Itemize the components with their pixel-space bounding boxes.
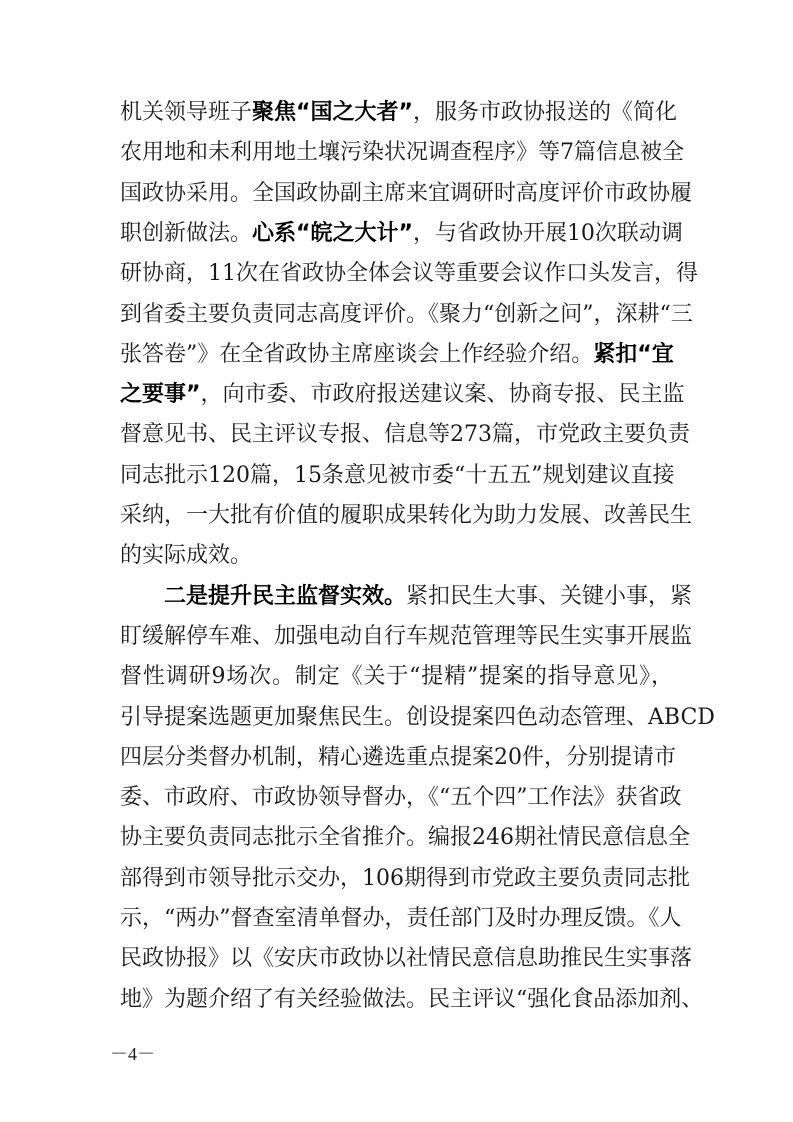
- text-line: [120, 380, 685, 410]
- text-line: [120, 662, 673, 692]
- text-line: [120, 219, 683, 249]
- text-segment: 地》为题介绍了有关经验做法。民主评议“强化食品添加剂、: [120, 987, 704, 1012]
- text-line: [120, 340, 673, 370]
- text-line: [120, 703, 715, 733]
- text-line: [164, 582, 693, 612]
- text-line: [120, 138, 684, 168]
- text-segment: 研协商，11次在省政协全体会议等重要会议作口头发言，得: [120, 261, 698, 286]
- text-line: [120, 823, 690, 853]
- text-line: [120, 985, 704, 1015]
- bold-text-segment: 之要事”: [120, 382, 201, 407]
- text-line: [120, 179, 693, 209]
- text-segment: 民政协报》以《安庆市政协以社情民意信息助推民生实事落: [120, 946, 693, 971]
- bold-text-segment: 二是提升民主监督实效。: [164, 584, 407, 609]
- text-line: [120, 420, 690, 450]
- text-segment: ，向市委、市政府报送建议案、协商专报、民主监: [200, 382, 685, 407]
- text-line: [120, 622, 693, 652]
- text-line: [120, 259, 698, 289]
- text-line: [120, 944, 693, 974]
- text-segment: 到省委主要负责同志高度评价。《聚力“创新之问”，深耕“三: [120, 302, 693, 327]
- page-number: －4－: [110, 1044, 155, 1064]
- text-line: [120, 864, 690, 894]
- text-segment: 采纳，一大批有价值的履职成果转化为助力发展、改善民生: [120, 503, 693, 528]
- bold-text-segment: 心系“皖之大计”: [252, 221, 413, 246]
- text-segment: 张答卷”》在全省政协主席座谈会上作经验介绍。: [120, 342, 594, 367]
- bold-text-segment: 聚焦“国之大者”: [252, 100, 413, 125]
- text-segment: 示，“两办”督查室清单督办，责任部门及时办理反馈。《人: [120, 906, 682, 931]
- text-segment: 紧扣民生大事、关键小事，紧: [406, 584, 693, 609]
- text-line: [120, 743, 676, 773]
- text-line: [120, 904, 682, 934]
- text-segment: 部得到市领导批示交办，106期得到市党政主要负责同志批: [120, 866, 690, 891]
- text-segment: 督意见书、民主评议专报、信息等273篇，市党政主要负责: [120, 422, 690, 447]
- text-segment: 协主要负责同志批示全省推介。编报246期社情民意信息全: [120, 825, 690, 850]
- text-segment: 督性调研9场次。制定《关于“提精”提案的指导意见》，: [120, 664, 673, 689]
- text-line: [120, 98, 677, 128]
- text-line: [120, 783, 682, 813]
- text-segment: 委、市政府、市政协领导督办，《“五个四”工作法》获省政: [120, 785, 682, 810]
- text-line: [120, 501, 693, 531]
- text-segment: 四层分类督办机制，精心遴选重点提案20件，分别提请市: [120, 745, 676, 770]
- text-segment: 农用地和未利用地土壤污染状况调查程序》等7篇信息被全: [120, 140, 684, 165]
- text-segment: 职创新做法。: [120, 221, 253, 246]
- text-segment: 同志批示120篇，15条意见被市委“十五五”规划建议直接: [120, 463, 675, 488]
- text-line: [120, 300, 693, 330]
- text-segment: 引导提案选题更加聚焦民生。创设提案四色动态管理、ABCD: [120, 705, 715, 730]
- text-segment: ，服务市政协报送的《简化: [412, 100, 677, 125]
- text-segment: 国政协采用。全国政协副主席来宜调研时高度评价市政协履: [120, 181, 693, 206]
- text-segment: 机关领导班子: [120, 100, 253, 125]
- bold-text-segment: 紧扣“宜: [593, 342, 674, 367]
- text-segment: ，与省政协开展10次联动调: [412, 221, 683, 246]
- text-line: [120, 541, 673, 571]
- text-segment: 盯缓解停车难、加强电动自行车规范管理等民生实事开展监: [120, 624, 693, 649]
- text-line: [120, 461, 673, 491]
- text-segment: 的实际成效。: [120, 543, 253, 568]
